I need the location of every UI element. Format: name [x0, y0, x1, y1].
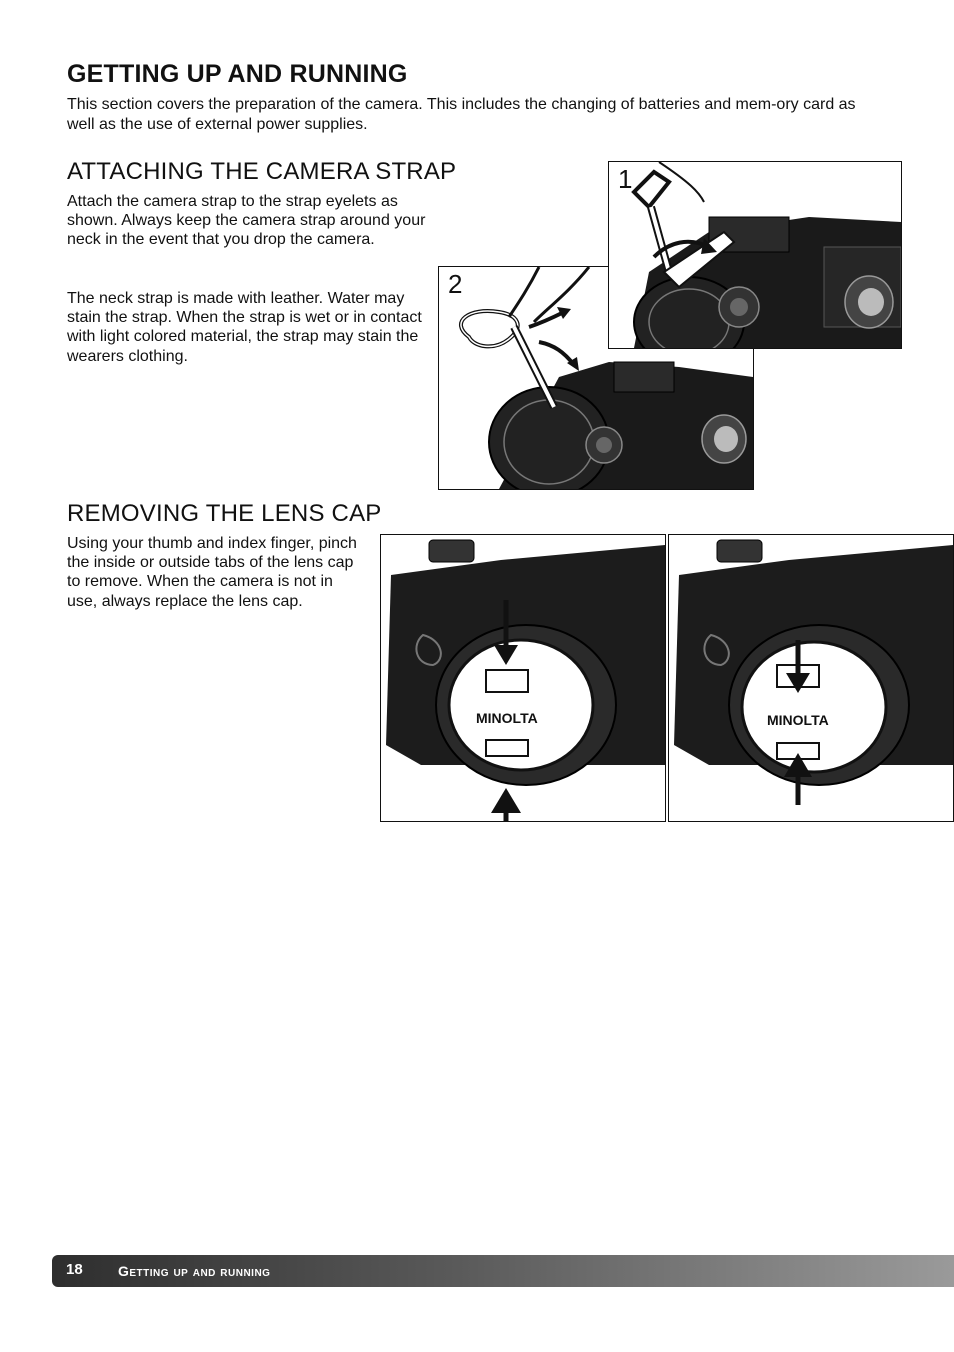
lens-cap-paragraph: Using your thumb and index finger, pinch the inside or outside tabs of the lens cap to remove. When the camera is not in use, always replace the lens cap.	[67, 535, 357, 610]
lens-cap-figure-inside-tabs	[668, 534, 954, 822]
page-title: GETTING UP AND RUNNING	[67, 60, 408, 88]
page-number: 18	[66, 1261, 83, 1278]
lens-cap-logo-1: MINOLTA	[476, 710, 538, 726]
page-footer	[52, 1255, 954, 1287]
strap-paragraph-2: The neck strap is made with leather. Water may stain the strap. When the strap is wet or in contact with light colored material, the strap may stain the wearers clothing.	[67, 290, 422, 365]
lens-cap-camera-illustration-2	[669, 535, 953, 821]
figure-2-label: 2	[448, 269, 463, 299]
strap-figure-1	[608, 161, 902, 349]
strap-paragraph-1: Attach the camera strap to the strap eyelets as shown. Always keep the camera strap around your neck in the event that you drop the camera.	[67, 193, 426, 249]
lens-cap-camera-illustration-1	[381, 535, 665, 821]
strap-heading: ATTACHING THE CAMERA STRAP	[67, 158, 457, 185]
lens-cap-logo-2: MINOLTA	[767, 712, 829, 728]
figure-1-label: 1	[618, 164, 633, 194]
intro-paragraph: This section covers the preparation of the camera. This includes the changing of batteries and mem-ory card as well as the use of external power supplies.	[67, 96, 856, 133]
footer-section-title: Getting up and running	[118, 1263, 271, 1279]
lens-cap-figure-outside-tabs	[380, 534, 666, 822]
lens-cap-heading: REMOVING THE LENS CAP	[67, 500, 382, 527]
strap-camera-illustration-1	[609, 162, 901, 348]
